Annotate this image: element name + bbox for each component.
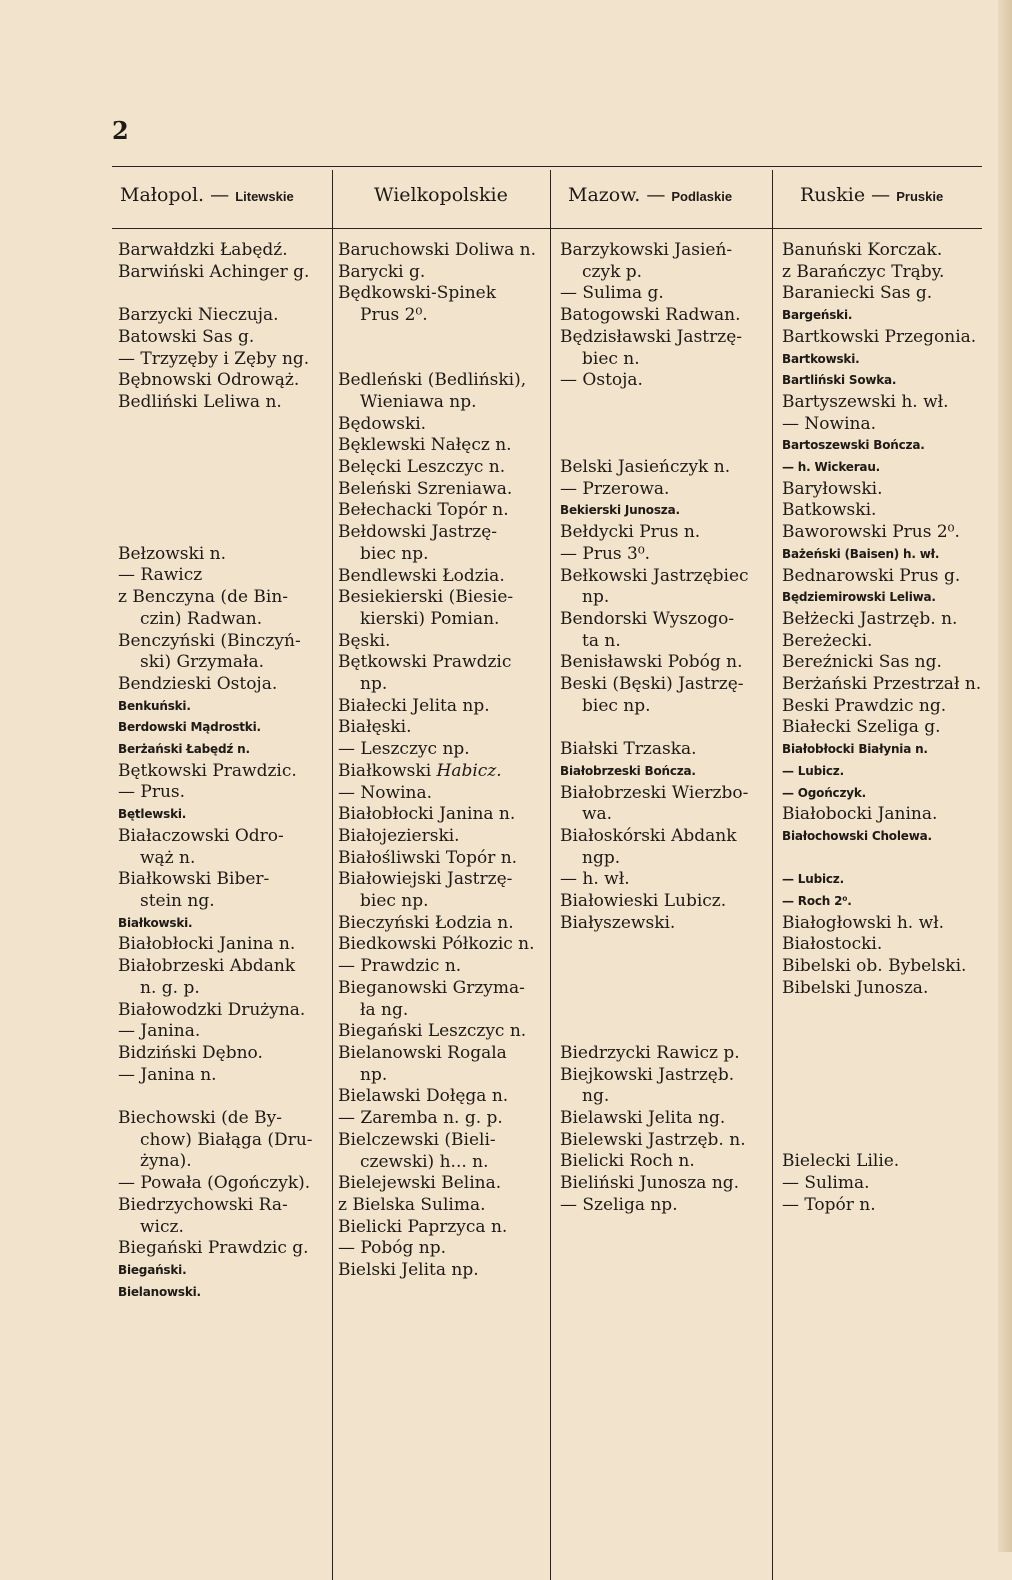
- index-entry: Bereźnicki Sas ng.: [782, 652, 942, 673]
- index-entry: — Trzyzęby i Zęby ng.: [118, 348, 310, 369]
- index-entry: — Nowina.: [338, 782, 432, 803]
- index-entry: Będzisławski Jastrzę-: [560, 326, 743, 347]
- index-entry: Barycki g.: [338, 261, 426, 282]
- column-divider: [550, 170, 551, 1580]
- column-header-main: Małopol. —: [120, 184, 230, 206]
- index-entry: Będziemirowski Leliwa.: [782, 590, 936, 605]
- index-entry: Bartyszewski h. wł.: [782, 391, 949, 412]
- index-entry: Białowodzki Drużyna.: [118, 999, 306, 1020]
- index-entry: — h. wł.: [560, 869, 630, 890]
- index-entry: Białkowski Biber-: [118, 869, 270, 890]
- index-entry: — Sulima g.: [560, 283, 664, 304]
- header-rule: [112, 228, 982, 229]
- index-entry: Barzykowski Jasień-: [560, 240, 733, 260]
- index-entry: Prus 2⁰.: [360, 305, 428, 326]
- column-header-main: Ruskie —: [800, 184, 891, 206]
- column-header-wielkopolskie: [374, 184, 508, 206]
- index-entry: kierski) Pomian.: [360, 608, 500, 629]
- index-entry: Bębnowski Odrowąż.: [118, 370, 300, 391]
- index-entry: ng.: [582, 1086, 610, 1107]
- index-entry: — Lubicz.: [782, 872, 844, 887]
- index-entry: Bartkowski.: [782, 351, 860, 366]
- entry-spacer: [560, 435, 749, 457]
- index-entry: — Powała (Ogończyk).: [118, 1173, 311, 1194]
- entry-spacer: [560, 934, 749, 956]
- entry-spacer: [560, 392, 749, 414]
- index-entry: — Prus.: [118, 782, 186, 803]
- column-header-sub: Litewskie: [235, 189, 294, 204]
- index-entry: Banuński Korczak.: [782, 240, 943, 260]
- index-entry: Bargeński.: [782, 308, 853, 323]
- entry-italic-part: Habicz.: [436, 760, 502, 781]
- index-entry: Bęklewski Nałęcz n.: [338, 435, 512, 456]
- index-entry: Biechowski (de By-: [118, 1108, 282, 1128]
- index-entry: czin) Radwan.: [140, 608, 263, 629]
- index-entry: Białyszewski.: [560, 912, 676, 933]
- index-entry: — Ostoja.: [560, 370, 643, 391]
- entry-spacer: [118, 457, 313, 479]
- index-entry: Bieganowski Grzyma-: [338, 977, 525, 998]
- entry-spacer: [338, 327, 536, 349]
- column-header-malopol: [120, 184, 294, 206]
- entry-spacer: [560, 414, 749, 436]
- index-entry: Bibelski Junosza.: [782, 977, 929, 998]
- index-entry: ngp.: [582, 847, 621, 868]
- index-entry: Batogowski Radwan.: [560, 305, 741, 326]
- index-entry: Białski Trzaska.: [560, 739, 697, 760]
- index-entry: Biedkowski Półkozic n.: [338, 934, 535, 955]
- index-entry: Barzycki Nieczuja.: [118, 305, 279, 326]
- column-header-main: Mazow. —: [568, 184, 666, 206]
- entry-spacer: [118, 414, 313, 436]
- index-entry: Bielejewski Belina.: [338, 1173, 502, 1194]
- index-entry: Będkowski-Spinek: [338, 283, 497, 304]
- index-entry: — Pobóg np.: [338, 1238, 447, 1259]
- column-wielkopolskie: [338, 240, 536, 1282]
- index-entry: Białkowski.: [118, 915, 193, 930]
- index-entry: ski) Grzymała.: [140, 652, 265, 673]
- index-entry: Białowiejski Jastrzę-: [338, 869, 513, 890]
- index-entry: Białostocki.: [782, 934, 883, 955]
- index-entry: — Lubicz.: [782, 763, 844, 778]
- index-entry: Białobocki Janina.: [782, 804, 938, 825]
- index-entry: Besiekierski (Biesie-: [338, 587, 514, 608]
- index-entry: Baryłowski.: [782, 478, 883, 499]
- index-entry: Białobrzeski Wierzbo-: [560, 782, 749, 803]
- index-entry: Baraniecki Sas g.: [782, 283, 933, 304]
- index-entry: np.: [360, 1064, 388, 1085]
- entry-spacer: [560, 1021, 749, 1043]
- index-entry: — Leszczyc np.: [338, 739, 470, 760]
- index-entry: Baworowski Prus 2⁰.: [782, 522, 960, 543]
- index-entry: Bielski Jelita np.: [338, 1260, 479, 1281]
- index-entry: Belęcki Leszczyc n.: [338, 457, 506, 477]
- index-entry: — Nowina.: [782, 413, 876, 434]
- index-entry: Biedrzycki Rawicz p.: [560, 1042, 740, 1063]
- index-entry: Bieczyński Łodzia n.: [338, 912, 514, 933]
- index-entry: Bidziński Dębno.: [118, 1042, 263, 1063]
- index-entry: Bażeński (Baisen) h. wł.: [782, 546, 940, 561]
- index-entry: Biegański Prawdzic g.: [118, 1238, 309, 1259]
- column-divider: [772, 170, 773, 1580]
- index-entry: np.: [582, 587, 610, 608]
- index-entry: Batkowski.: [782, 500, 877, 521]
- index-entry: ta n.: [582, 630, 621, 651]
- index-entry: Bielewski Jastrzęb. n.: [560, 1129, 746, 1150]
- index-entry: Białobrzeski Bończa.: [560, 763, 696, 778]
- entry-spacer: [560, 717, 749, 739]
- index-entry: Bieliński Junosza ng.: [560, 1173, 740, 1194]
- index-entry: Bednarowski Prus g.: [782, 565, 961, 586]
- index-entry: Bartkowski Przegonia.: [782, 326, 977, 347]
- index-entry: Białecki Szeliga g.: [782, 717, 941, 738]
- index-entry: Bartoszewski Bończa.: [782, 438, 925, 453]
- index-entry: czyk p.: [582, 261, 643, 282]
- index-entry: Biegański Leszczyc n.: [338, 1021, 527, 1042]
- index-entry: Bendlewski Łodzia.: [338, 565, 505, 586]
- index-entry: Beski Prawdzic ng.: [782, 695, 947, 716]
- index-entry: wąż n.: [140, 847, 196, 868]
- index-entry: z Benczyna (de Bin-: [118, 587, 289, 608]
- index-entry: — Szeliga np.: [560, 1194, 678, 1215]
- index-entry: Bedleński (Bedliński),: [338, 370, 527, 391]
- entry-spacer: [782, 1065, 981, 1087]
- index-entry: — Zaremba n. g. p.: [338, 1108, 503, 1129]
- column-malopol-litewskie: [118, 240, 313, 1303]
- index-entry: — Prawdzic n.: [338, 956, 462, 977]
- entry-spacer: [782, 1108, 981, 1130]
- index-entry: Bielanowski Rogala: [338, 1042, 507, 1063]
- index-entry: ła ng.: [360, 999, 409, 1020]
- index-entry: biec np.: [360, 543, 429, 564]
- index-entry: Beleński Szreniawa.: [338, 478, 513, 499]
- entry-spacer: [560, 956, 749, 978]
- index-entry: Berżański Przestrzał n.: [782, 674, 982, 695]
- entry-spacer: [782, 1021, 981, 1043]
- index-entry: — Janina n.: [118, 1064, 217, 1085]
- column-divider: [332, 170, 333, 1580]
- entry-spacer: [560, 978, 749, 1000]
- index-entry: Bełdowski Jastrzę-: [338, 522, 497, 543]
- index-entry: Biejkowski Jastrzęb.: [560, 1064, 735, 1085]
- index-entry: Bętkowski Prawdzic: [338, 652, 512, 673]
- index-entry: Białęski.: [338, 717, 412, 738]
- entry-spacer: [560, 1000, 749, 1022]
- index-entry: Białojezierski.: [338, 825, 460, 846]
- index-entry: czewski) h... n.: [360, 1151, 489, 1172]
- index-entry: Białośliwski Topór n.: [338, 847, 518, 868]
- entry-spacer: [118, 435, 313, 457]
- index-entry: chow) Białąga (Dru-: [140, 1129, 313, 1150]
- index-entry: Biegański.: [118, 1262, 187, 1277]
- index-entry: Batowski Sas g.: [118, 326, 255, 347]
- index-entry: biec np.: [360, 891, 429, 912]
- index-entry: Benisławski Pobóg n.: [560, 652, 743, 673]
- column-header-main: Wielkopolskie: [374, 184, 508, 206]
- index-entry: Beski (Bęski) Jastrzę-: [560, 674, 744, 695]
- index-entry: — Rawicz: [118, 565, 203, 586]
- entry-spacer: [782, 1086, 981, 1108]
- index-entry: żyna).: [140, 1151, 192, 1172]
- index-entry: Białaczowski Odro-: [118, 825, 284, 846]
- index-entry: z Barańczyc Trąby.: [782, 261, 945, 282]
- index-entry: biec n.: [582, 348, 640, 369]
- index-entry: Bielicki Roch n.: [560, 1151, 695, 1172]
- index-entry: Benczyński (Binczyń-: [118, 630, 301, 651]
- column-header-sub: Pruskie: [896, 189, 944, 204]
- index-entry: — Roch 2⁰.: [782, 894, 852, 909]
- index-entry: Bęski.: [338, 630, 391, 651]
- index-entry: Berdowski Mądrostki.: [118, 720, 261, 735]
- index-entry: Białowieski Lubicz.: [560, 891, 727, 912]
- entry-spacer: [118, 500, 313, 522]
- index-entry: Berżański Łabędź n.: [118, 742, 250, 757]
- index-entry: Baruchowski Doliwa n.: [338, 240, 537, 260]
- entry-spacer: [118, 522, 313, 544]
- index-entry: Bielicki Paprzyca n.: [338, 1216, 508, 1237]
- index-entry: Będowski.: [338, 413, 427, 434]
- index-entry: Bielawski Dołęga n.: [338, 1086, 509, 1107]
- index-entry: Belski Jasieńczyk n.: [560, 456, 731, 477]
- column-mazow-podlaskie: [560, 240, 749, 1217]
- index-entry: Bendorski Wyszogo-: [560, 608, 735, 629]
- column-header-mazow: [568, 184, 732, 206]
- index-entry: — Topór n.: [782, 1194, 876, 1215]
- index-entry: — Sulima.: [782, 1173, 870, 1194]
- index-entry: Bielawski Jelita ng.: [560, 1107, 726, 1128]
- index-entry: Bekierski Junosza.: [560, 503, 680, 518]
- index-entry: biec np.: [582, 695, 651, 716]
- index-entry: Bełdycki Prus n.: [560, 522, 701, 543]
- index-entry: Benkuński.: [118, 698, 191, 713]
- entry-spacer: [338, 349, 536, 371]
- index-entry: Białogłowski h. wł.: [782, 912, 945, 933]
- index-entry: Białecki Jelita np.: [338, 695, 490, 716]
- index-entry: Bielanowski.: [118, 1284, 201, 1299]
- entry-spacer: [118, 283, 313, 305]
- index-entry: — Przerowa.: [560, 478, 670, 499]
- entry-spacer: [118, 1086, 313, 1108]
- index-entry: Bielecki Lilie.: [782, 1151, 900, 1172]
- index-entry: Bętlewski.: [118, 807, 187, 822]
- column-header-ruskie: [800, 184, 943, 206]
- index-entry: Barwałdzki Łabędź.: [118, 240, 288, 260]
- top-rule: [112, 166, 982, 167]
- index-entry: wicz.: [140, 1216, 184, 1237]
- index-entry: Bartliński Sowka.: [782, 373, 897, 388]
- index-entry: z Bielska Sulima.: [338, 1194, 486, 1215]
- index-entry: Białobłocki Janina n.: [118, 934, 296, 955]
- entry-spacer: [782, 1043, 981, 1065]
- index-entry: Bętkowski Prawdzic.: [118, 760, 297, 781]
- index-entry: — Prus 3⁰.: [560, 543, 651, 564]
- page-edge: [998, 0, 1012, 1552]
- index-entry: Biedrzychowski Ra-: [118, 1194, 288, 1215]
- index-entry: Białoskórski Abdank: [560, 825, 737, 846]
- index-entry: Białobłocki Janina n.: [338, 804, 516, 825]
- entry-spacer: [782, 1000, 981, 1022]
- column-header-sub: Podlaskie: [671, 189, 733, 204]
- index-entry: Białobrzeski Abdank: [118, 956, 296, 977]
- index-entry: Bełkowski Jastrzębiec: [560, 565, 749, 586]
- index-entry: Bereżecki.: [782, 630, 873, 651]
- index-entry: Białochowski Cholewa.: [782, 828, 932, 843]
- index-entry: Bendzieski Ostoja.: [118, 673, 278, 694]
- index-entry: Bełechacki Topór n.: [338, 500, 509, 521]
- index-entry: Bełżecki Jastrzęb. n.: [782, 608, 958, 629]
- index-entry: wa.: [582, 804, 613, 825]
- index-entry: Bielczewski (Bieli-: [338, 1129, 496, 1150]
- page-number: 2: [112, 116, 129, 145]
- index-entry: — Ogończyk.: [782, 785, 867, 800]
- column-ruskie-pruskie: [782, 240, 981, 1217]
- index-entry: Bedliński Leliwa n.: [118, 391, 282, 412]
- entry-spacer: [118, 479, 313, 501]
- index-entry: Białkowski Habicz.: [338, 760, 502, 781]
- index-entry: Wieniawa np.: [360, 391, 477, 412]
- index-entry: Barwiński Achinger g.: [118, 261, 310, 282]
- entry-spacer: [782, 1130, 981, 1152]
- entry-spacer: [782, 848, 981, 870]
- index-entry: n. g. p.: [140, 977, 200, 998]
- index-entry: np.: [360, 674, 388, 695]
- index-entry: Bibelski ob. Bybelski.: [782, 956, 967, 977]
- index-entry: Białobłocki Białynia n.: [782, 742, 928, 757]
- index-entry: Bełzowski n.: [118, 543, 227, 564]
- index-entry: — h. Wickerau.: [782, 460, 881, 475]
- index-entry: — Janina.: [118, 1021, 201, 1042]
- index-entry: stein ng.: [140, 890, 215, 911]
